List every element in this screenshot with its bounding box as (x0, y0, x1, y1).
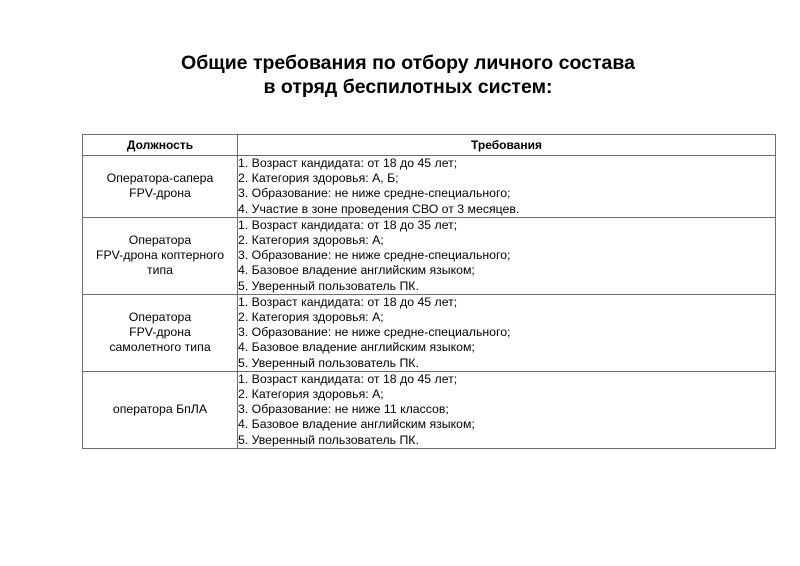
position-line: самолетного типа (109, 340, 211, 355)
requirement-item: 1. Возраст кандидата: от 18 до 45 лет; (238, 371, 458, 386)
requirement-item: 5. Уверенный пользователь ПК. (238, 278, 419, 293)
header-position: Должность (83, 135, 238, 156)
position-cell (83, 371, 238, 448)
table-row (83, 371, 776, 448)
requirement-item: 3. Образование: не ниже средне-специального; (238, 248, 511, 263)
requirement-item: 1. Возраст кандидата: от 18 до 45 лет; (238, 294, 458, 309)
table-row (83, 294, 776, 371)
title-line-1: Общие требования по отбору личного состава (181, 52, 635, 74)
document-title (0, 51, 800, 99)
requirement-item: 1. Возраст кандидата: от 18 до 45 лет; (238, 156, 458, 170)
requirement-item: 2. Категория здоровья: А; (238, 310, 384, 325)
table-row (83, 217, 776, 294)
title-line-2: в отряд беспилотных систем: (263, 76, 553, 98)
position-cell (83, 156, 238, 218)
position-line: типа (147, 263, 173, 278)
requirements-cell (238, 294, 776, 371)
requirement-item: 2. Категория здоровья: А, Б; (238, 171, 399, 186)
requirement-item: 2. Категория здоровья: А; (238, 387, 384, 402)
requirements-cell (238, 371, 776, 448)
requirements-cell (238, 156, 776, 218)
requirement-item: 3. Образование: не ниже средне-специального; (238, 325, 511, 340)
position-line: FPV-дрона коптерного (95, 248, 225, 263)
requirement-item: 5. Уверенный пользователь ПК. (238, 432, 419, 447)
requirement-item: 4. Базовое владение английским языком; (238, 263, 475, 278)
position-line: FPV-дрона (129, 325, 191, 340)
requirements-table (82, 134, 776, 449)
table-header-row (83, 135, 776, 156)
requirement-item: 4. Базовое владение английским языком; (238, 340, 475, 355)
position-line: FPV-дрона (129, 186, 191, 201)
requirement-item: 3. Образование: не ниже 11 классов; (238, 402, 449, 417)
position-line: Оператора (128, 310, 192, 325)
position-line: оператора БпЛА (112, 402, 208, 417)
position-line: Оператора (128, 233, 192, 248)
header-requirements: Требования (238, 135, 776, 156)
position-cell (83, 217, 238, 294)
table-row (83, 156, 776, 218)
requirement-item: 5. Уверенный пользователь ПК. (238, 355, 419, 370)
requirement-item: 4. Участие в зоне проведения СВО от 3 месяцев. (238, 201, 520, 216)
table-body (83, 156, 776, 449)
requirement-item: 1. Возраст кандидата: от 18 до 35 лет; (238, 217, 458, 232)
requirements-cell (238, 217, 776, 294)
position-line: Оператора-сапера (106, 171, 214, 186)
requirement-item: 3. Образование: не ниже средне-специального; (238, 186, 511, 201)
position-cell (83, 294, 238, 371)
requirement-item: 4. Базовое владение английским языком; (238, 417, 475, 432)
requirement-item: 2. Категория здоровья: А; (238, 233, 384, 248)
